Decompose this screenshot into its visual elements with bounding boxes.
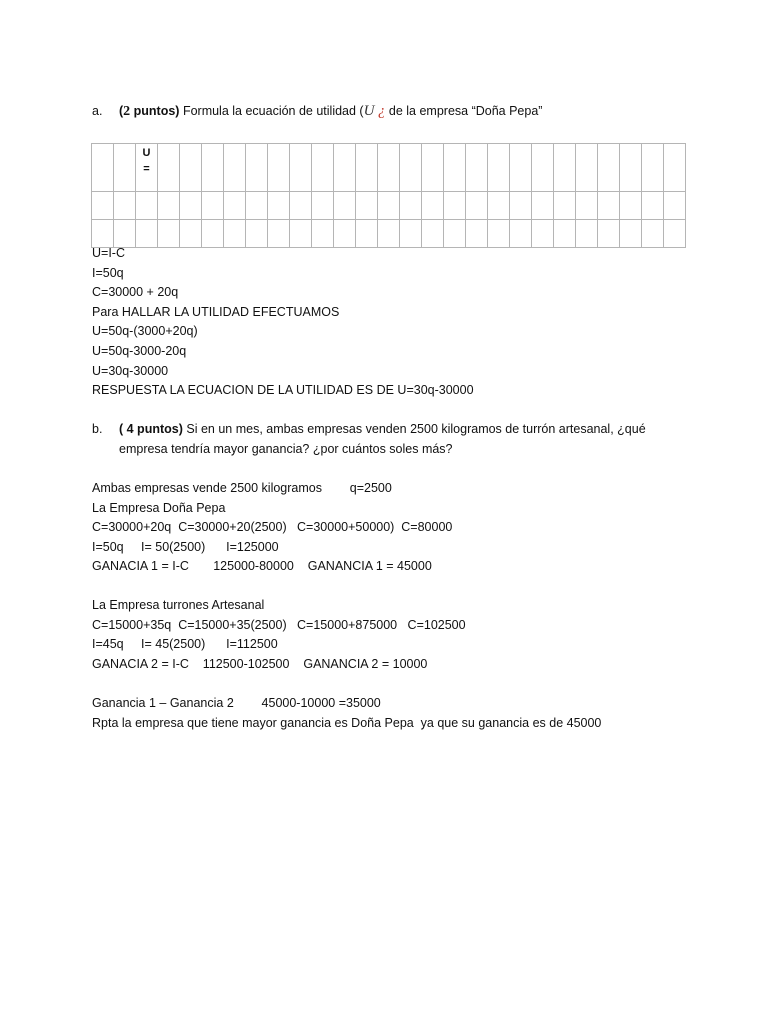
utility-symbol-u: U (363, 103, 375, 119)
grid-cell (664, 144, 686, 192)
grid-cell (444, 144, 466, 192)
grid-cell (378, 220, 400, 248)
grid-cell (246, 220, 268, 248)
work-line: Ambas empresas vende 2500 kilogramos q=2500 (92, 481, 392, 495)
grid-cell (400, 192, 422, 220)
grid-row (92, 220, 686, 248)
grid-cell (620, 144, 642, 192)
grid-cell (532, 220, 554, 248)
grid-cell (312, 144, 334, 192)
work-line: C=30000 + 20q (92, 285, 179, 300)
grid-cell (576, 192, 598, 220)
grid-cell (290, 144, 312, 192)
grid-cell (180, 192, 202, 220)
item-a-label: a. (92, 104, 103, 118)
grid-cell (158, 192, 180, 220)
grid-cell (466, 144, 488, 192)
item-a-points-num: 2 (123, 104, 131, 119)
item-b-line2: empresa tendría mayor ganancia? ¿por cuántos soles más? (119, 442, 453, 456)
utility-symbol-q: ¿ (377, 103, 386, 119)
item-a-points-rest: puntos) (130, 104, 180, 118)
grid-cell (356, 192, 378, 220)
work-line: Ganancia 1 – Ganancia 2 45000-10000 =35000 (92, 696, 381, 710)
grid-cell (312, 220, 334, 248)
grid-cell (158, 220, 180, 248)
grid-cell (510, 144, 532, 192)
grid-cell (268, 220, 290, 248)
item-b-points: ( 4 puntos) (119, 422, 183, 436)
grid-cell (554, 220, 576, 248)
grid-cell (576, 220, 598, 248)
item-a-text-after: de la empresa “Doña Pepa” (385, 104, 543, 118)
work-line: Para HALLAR LA UTILIDAD EFECTUAMOS (92, 304, 340, 319)
grid-cell (92, 144, 114, 192)
grid-cell (136, 220, 158, 248)
work-line: GANACIA 1 = I-C 125000-80000 GANANCIA 1 = 45000 (92, 559, 432, 574)
grid-cell (334, 220, 356, 248)
work-line: C=15000+35q C=15000+35(2500) C=15000+875000 C=102500 (92, 617, 466, 632)
grid-cell (664, 220, 686, 248)
grid-cell (312, 192, 334, 220)
grid-cell (378, 192, 400, 220)
item-b-line1: Si en un mes, ambas empresas venden 2500 kilogramos de turrón artesanal, ¿qué (182, 422, 646, 436)
grid-cell (334, 144, 356, 192)
grid-cell (92, 220, 114, 248)
grid-cell (400, 220, 422, 248)
grid-cell (576, 144, 598, 192)
grid-cell (532, 192, 554, 220)
grid-cell (642, 144, 664, 192)
grid-cell (642, 192, 664, 220)
grid-cell (180, 144, 202, 192)
grid-cell (158, 144, 180, 192)
grid-cell (598, 220, 620, 248)
grid-cell (488, 220, 510, 248)
grid-cell (620, 220, 642, 248)
grid-cell (444, 220, 466, 248)
grid-cell (290, 220, 312, 248)
grid-cell (664, 192, 686, 220)
grid-cell (532, 144, 554, 192)
grid-cell (466, 220, 488, 248)
grid-cell (378, 144, 400, 192)
grid-cell (334, 192, 356, 220)
grid-cell (202, 192, 224, 220)
grid-cell (356, 220, 378, 248)
grid-cell (290, 192, 312, 220)
grid-cell (598, 144, 620, 192)
grid-cell (400, 144, 422, 192)
work-line: C=30000+20q C=30000+20(2500) C=30000+50000) C=80000 (92, 520, 453, 535)
grid-cell (444, 192, 466, 220)
grid-cell (136, 144, 158, 192)
work-line: Rpta la empresa que tiene mayor ganancia es Doña Pepa ya que su ganancia es de 45000 (92, 715, 602, 730)
grid-cell (510, 192, 532, 220)
grid-cell (510, 220, 532, 248)
work-line: RESPUESTA LA ECUACION DE LA UTILIDAD ES DE U=30q-30000 (92, 383, 474, 398)
item-a-question (119, 100, 542, 123)
grid-cell (554, 144, 576, 192)
grid-cell (488, 192, 510, 220)
grid-cell (92, 192, 114, 220)
work-line: U=50q-3000-20q (92, 344, 187, 358)
grid-cell (180, 220, 202, 248)
work-line: GANACIA 2 = I-C 112500-102500 GANANCIA 2 = 10000 (92, 656, 428, 671)
grid-cell (466, 192, 488, 220)
item-b-label: b. (92, 422, 103, 436)
answer-grid-table (91, 143, 686, 248)
grid-cell (598, 192, 620, 220)
grid-cell (422, 144, 444, 192)
work-line: U=I-C (92, 246, 125, 260)
grid-cell (224, 220, 246, 248)
grid-equals-label: = (143, 163, 150, 175)
grid-cell (224, 192, 246, 220)
grid-cell (642, 220, 664, 248)
grid-cell (422, 192, 444, 220)
grid-cell (488, 144, 510, 192)
grid-cell (136, 192, 158, 220)
work-line: I=50q (92, 265, 124, 280)
grid-cell (554, 192, 576, 220)
work-line: U=30q-30000 (92, 363, 169, 378)
item-a-points-open: ( (119, 104, 124, 118)
item-b-question (119, 419, 646, 439)
grid-cell (202, 220, 224, 248)
grid-cell (246, 192, 268, 220)
grid-cell (246, 144, 268, 192)
grid-cell (356, 144, 378, 192)
item-a-text-before: Formula la ecuación de utilidad ( (179, 104, 364, 118)
grid-cell (268, 192, 290, 220)
grid-row (92, 144, 686, 192)
work-line: I=50q I= 50(2500) I=125000 (92, 539, 279, 554)
work-line: La Empresa turrones Artesanal (92, 598, 265, 612)
grid-u-label: U (142, 147, 151, 159)
grid-cell (224, 144, 246, 192)
grid-cell (114, 144, 136, 192)
grid-cell (202, 144, 224, 192)
grid-cell (422, 220, 444, 248)
grid-cell (620, 192, 642, 220)
grid-cell (114, 220, 136, 248)
grid-cell (268, 144, 290, 192)
work-line: I=45q I= 45(2500) I=112500 (92, 637, 278, 652)
work-line: La Empresa Doña Pepa (92, 500, 226, 515)
grid-row (92, 192, 686, 220)
grid-cell (114, 192, 136, 220)
work-line: U=50q-(3000+20q) (92, 324, 198, 339)
